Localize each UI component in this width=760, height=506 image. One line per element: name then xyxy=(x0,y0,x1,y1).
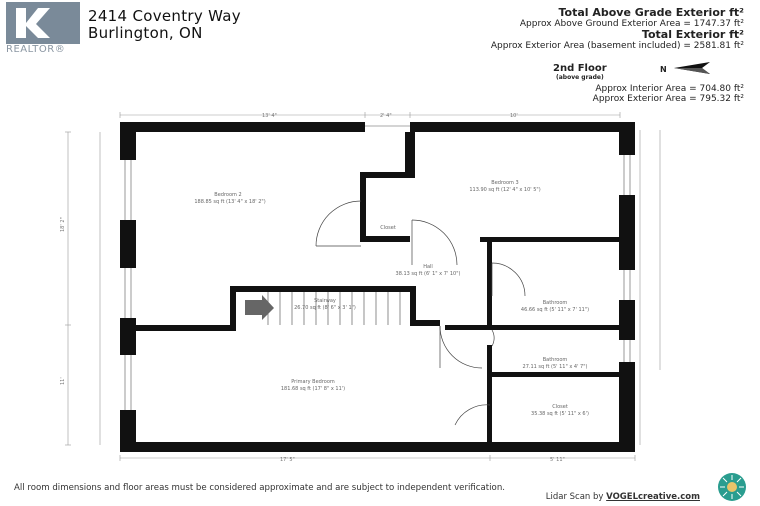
exterior-area: Approx Exterior Area (basement included) = 2581.81 ft² xyxy=(490,41,744,51)
vogel-logo-icon xyxy=(711,472,753,506)
dim-left-lower: 11' xyxy=(60,377,66,385)
dim-top-left: 13' 4" xyxy=(262,113,277,119)
dim-bottom-right: 5' 11" xyxy=(550,457,565,463)
floor-exterior-area: Approx Exterior Area = 795.32 ft² xyxy=(592,94,744,104)
floor-grade: (above grade) xyxy=(556,74,604,81)
bedroom2-area: 188.85 sq ft (13' 4" x 18' 2") xyxy=(194,199,266,205)
dim-bottom-left: 17' 5" xyxy=(280,457,295,463)
above-ground-area: Approx Above Ground Exterior Area = 1747.37 ft² xyxy=(519,19,744,29)
primary-bedroom-area: 181.68 sq ft (17' 8" x 11') xyxy=(280,386,346,392)
hall-label: Hall xyxy=(423,264,433,270)
interior-area: Approx Interior Area = 704.80 ft² xyxy=(595,84,744,94)
bathroom1-area: 46.66 sq ft (5' 11" x 7' 11") xyxy=(520,307,590,313)
bedroom3-area: 113.90 sq ft (12' 4" x 10' 5") xyxy=(469,187,541,193)
primary-bedroom-label: Primary Bedroom xyxy=(291,379,335,385)
door-swings xyxy=(316,201,525,425)
dim-top-mid: 2' 4" xyxy=(380,113,392,119)
bathroom1-label: Bathroom xyxy=(542,300,568,306)
total-exterior-title: Total Exterior ft² xyxy=(641,28,744,41)
closet-large-area: 35.38 sq ft (5' 11" x 6') xyxy=(531,411,589,417)
interior-walls xyxy=(136,132,619,442)
credit-prefix: Lidar Scan by xyxy=(545,492,604,502)
lidar-credit xyxy=(546,492,700,502)
north-label: N xyxy=(660,65,667,74)
bathroom2-label: Bathroom xyxy=(542,357,568,363)
realtor-logo-text: REALTOR® xyxy=(6,44,66,55)
property-city: Burlington, ON xyxy=(88,24,203,42)
disclaimer-note: All room dimensions and floor areas must be considered approximate and are subject to independent verification. xyxy=(14,483,505,493)
bedroom2-label: Bedroom 2 xyxy=(214,192,242,198)
dim-top-right: 10' xyxy=(510,113,518,119)
closet-large-label: Closet xyxy=(552,404,568,410)
bathroom2-area: 27.11 sq ft (5' 11" x 4' 7") xyxy=(522,364,588,370)
dim-left-upper: 18' 2" xyxy=(60,217,66,232)
hall-area: 38.13 sq ft (6' 1" x 7' 10") xyxy=(395,271,461,277)
floor-name: 2nd Floor xyxy=(553,63,607,74)
stair-arrow-icon xyxy=(245,295,274,320)
total-above-grade-title: Total Above Grade Exterior ft² xyxy=(558,6,744,19)
stairway-area: 26.70 sq ft (8' 6" x 3' 1") xyxy=(294,305,356,311)
vogel-creative-link[interactable]: VOGELcreative.com xyxy=(606,492,700,502)
property-address: 2414 Coventry Way xyxy=(88,7,241,25)
closet-small-label: Closet xyxy=(380,225,396,231)
stairway-label: Stairway xyxy=(314,298,336,304)
bedroom3-label: Bedroom 3 xyxy=(491,180,519,186)
